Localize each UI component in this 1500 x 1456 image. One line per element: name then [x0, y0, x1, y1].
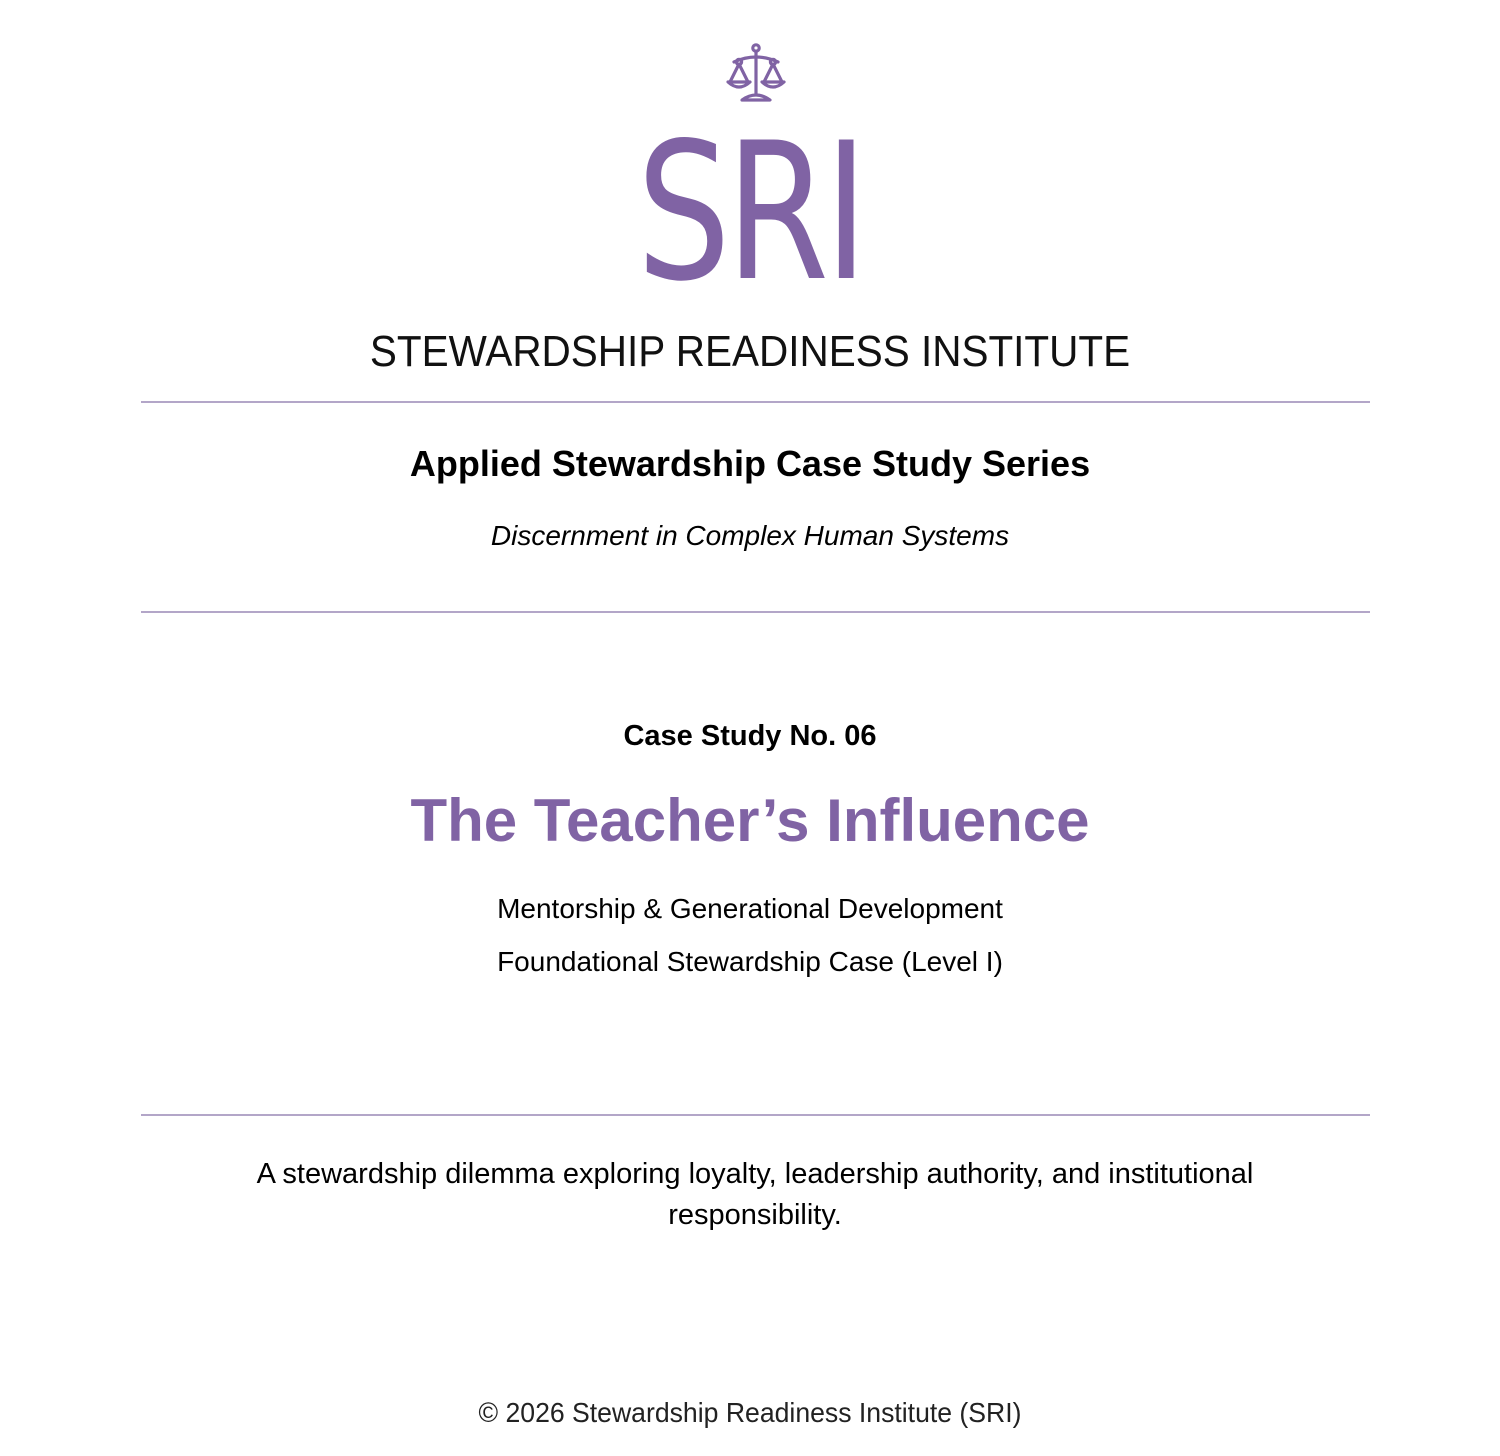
scales-of-justice-icon — [724, 42, 788, 106]
series-title: Applied Stewardship Case Study Series — [409, 443, 1091, 484]
case-summary: A stewardship dilemma exploring loyalty, leadership authority, and institutional responsibility. — [256, 1158, 1254, 1231]
case-level: Foundational Stewardship Case (Level I) — [497, 946, 1003, 977]
institute-name: STEWARDSHIP READINESS INSTITUTE — [369, 327, 1131, 376]
case-title: The Teacher’s Influence — [410, 787, 1090, 854]
logo-wordmark: SRI — [636, 102, 864, 323]
divider-middle — [141, 611, 1370, 613]
divider-bottom — [141, 1114, 1370, 1116]
divider-top — [141, 401, 1370, 403]
copyright-notice: © 2026 Stewardship Readiness Institute (SRI) — [478, 1397, 1022, 1428]
series-subtitle: Discernment in Complex Human Systems — [490, 520, 1010, 551]
case-number: Case Study No. 06 — [623, 720, 877, 752]
case-category: Mentorship & Generational Development — [497, 893, 1003, 924]
